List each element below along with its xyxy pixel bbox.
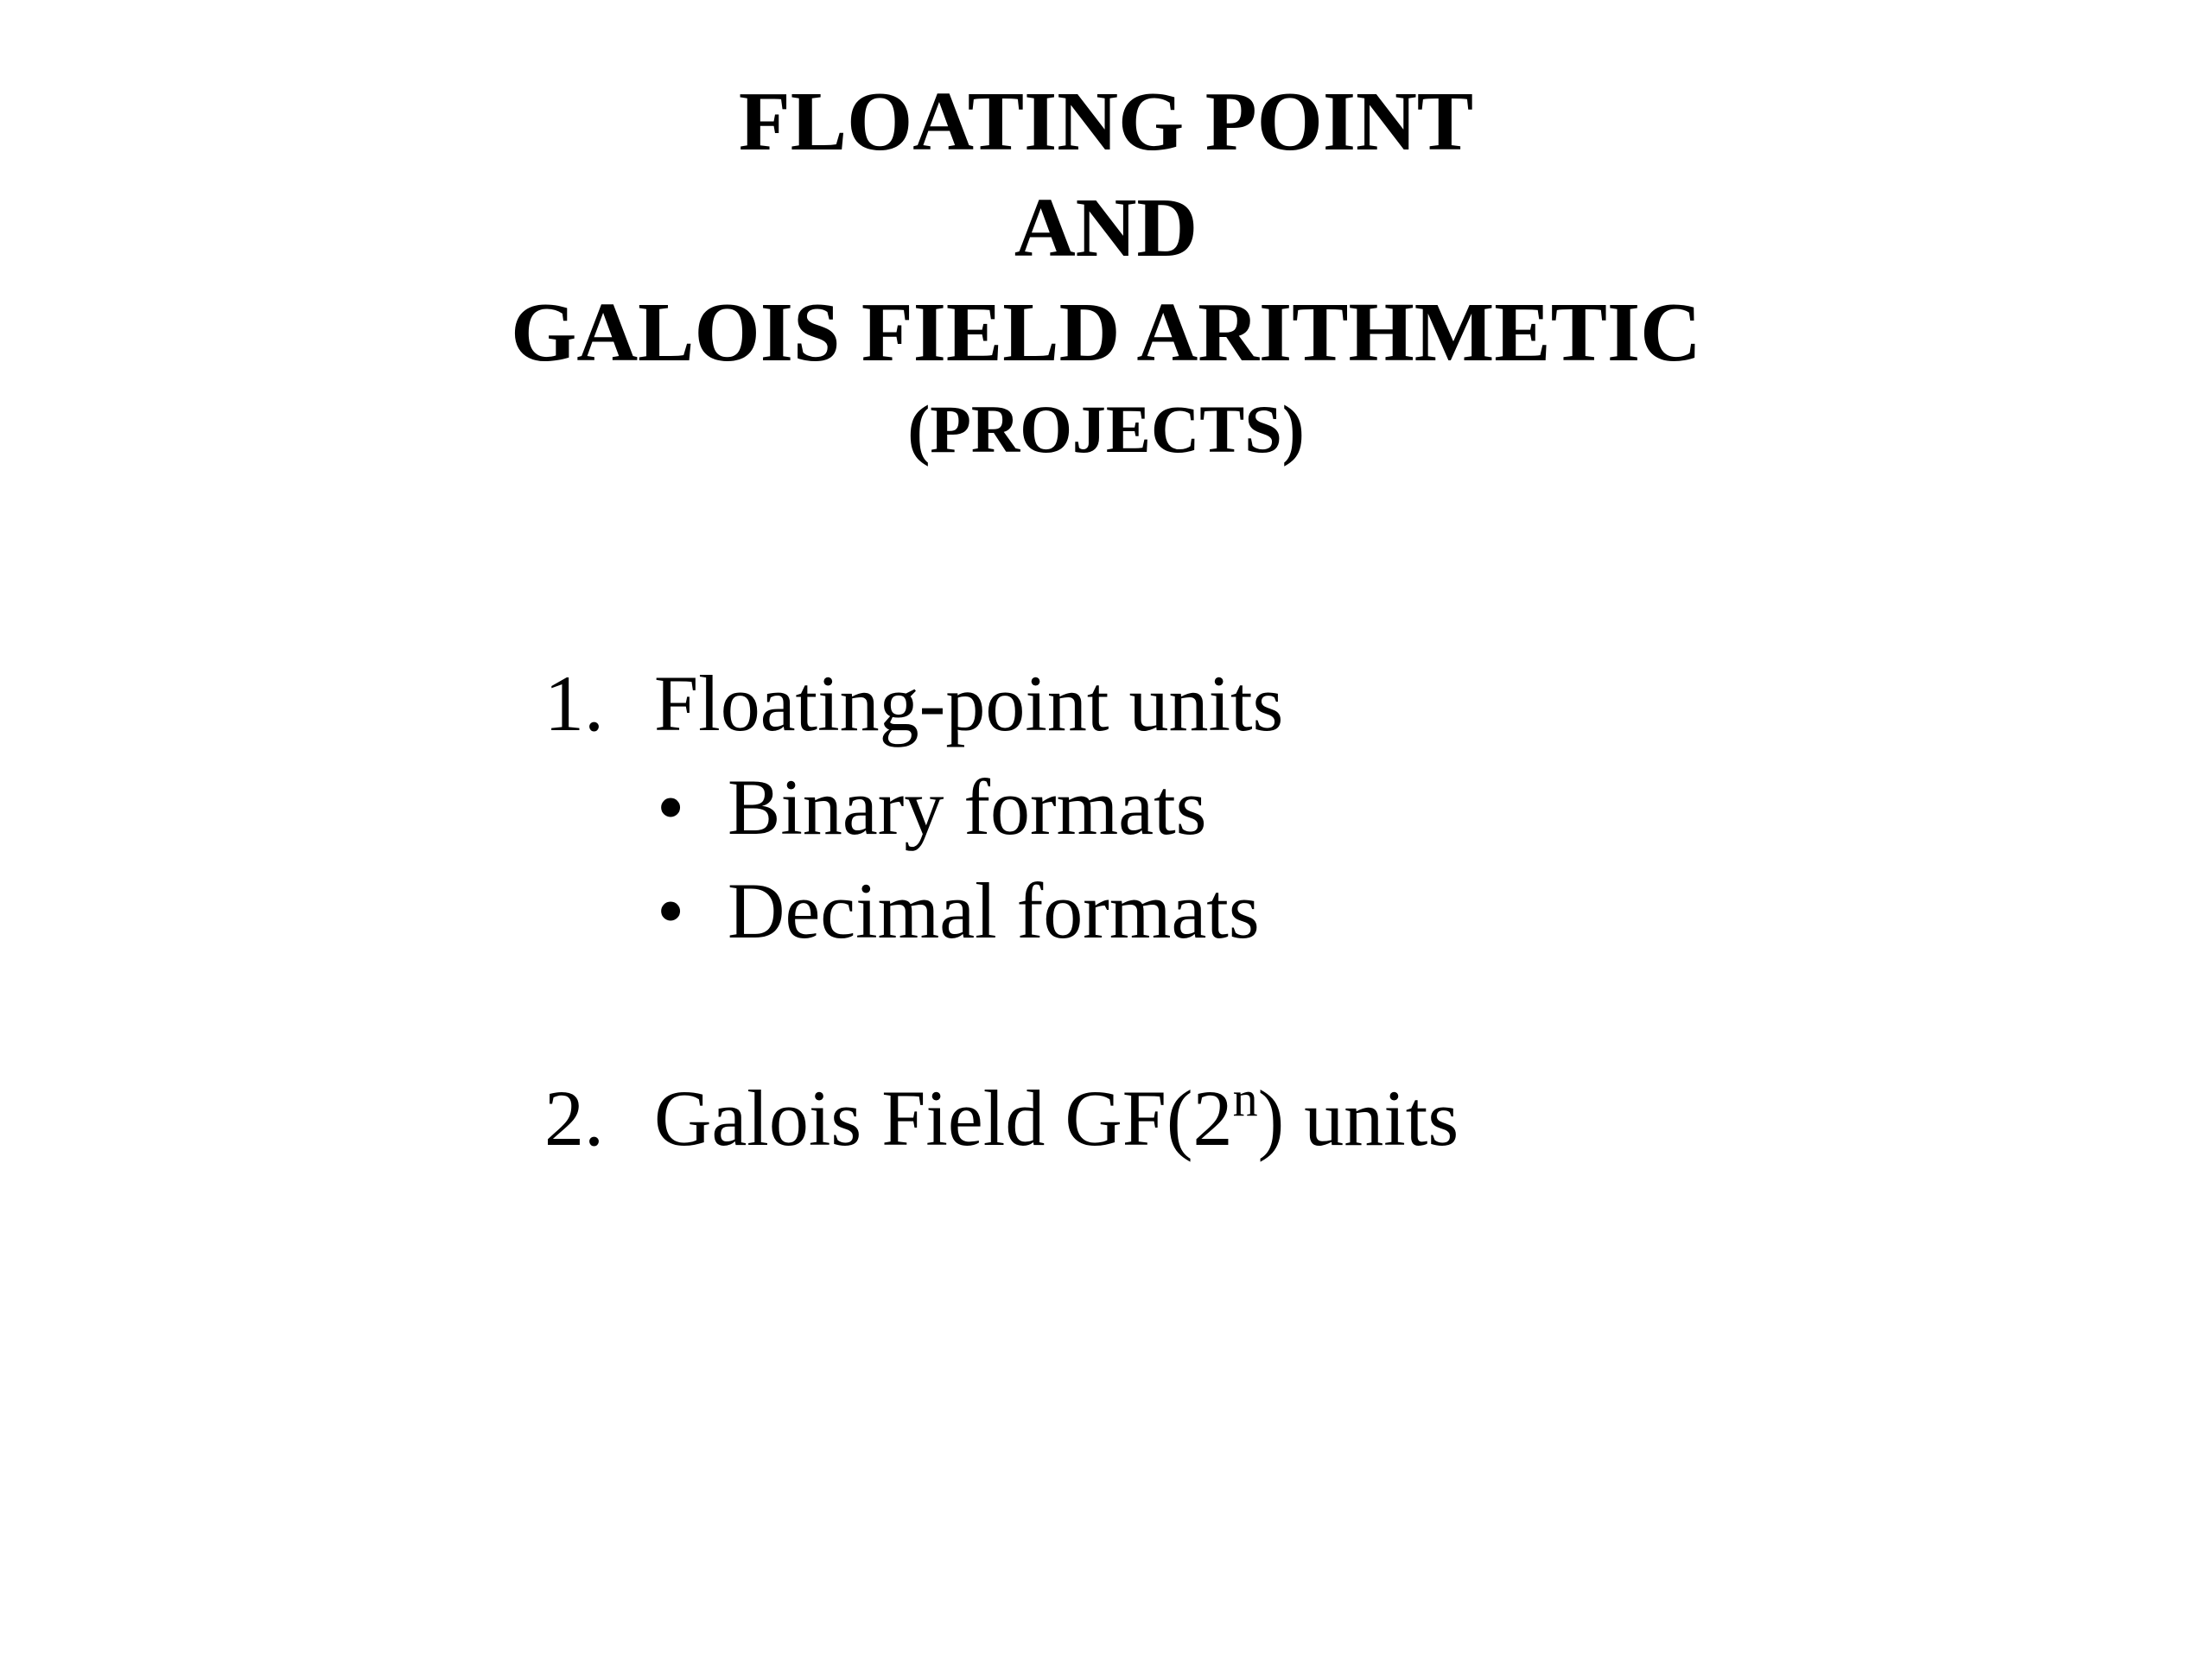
title-line-1: FLOATING POINT	[738, 75, 1474, 168]
list-item-2-label-end: ) units	[1257, 1074, 1459, 1162]
title-line-3: GALOIS FIELD ARITHMETIC	[511, 286, 1701, 379]
bullet-2-icon: •	[657, 867, 685, 955]
list-item-2-label	[654, 1071, 1459, 1162]
sub-item-decimal-formats: Decimal formats	[728, 867, 1260, 955]
list-item-1-label: Floating-point units	[654, 659, 1284, 747]
list-item-1-number: 1.	[544, 659, 604, 747]
list-item-2-number: 2.	[544, 1074, 604, 1162]
title-line-2: AND	[1014, 181, 1198, 275]
sub-item-binary-formats: Binary formats	[728, 763, 1207, 851]
list-item-2-label-start: Galois Field GF(2	[654, 1074, 1233, 1162]
list-item-2-superscript: n	[1232, 1071, 1258, 1127]
title-line-4: (PROJECTS)	[907, 391, 1305, 467]
bullet-1-icon: •	[657, 763, 685, 851]
